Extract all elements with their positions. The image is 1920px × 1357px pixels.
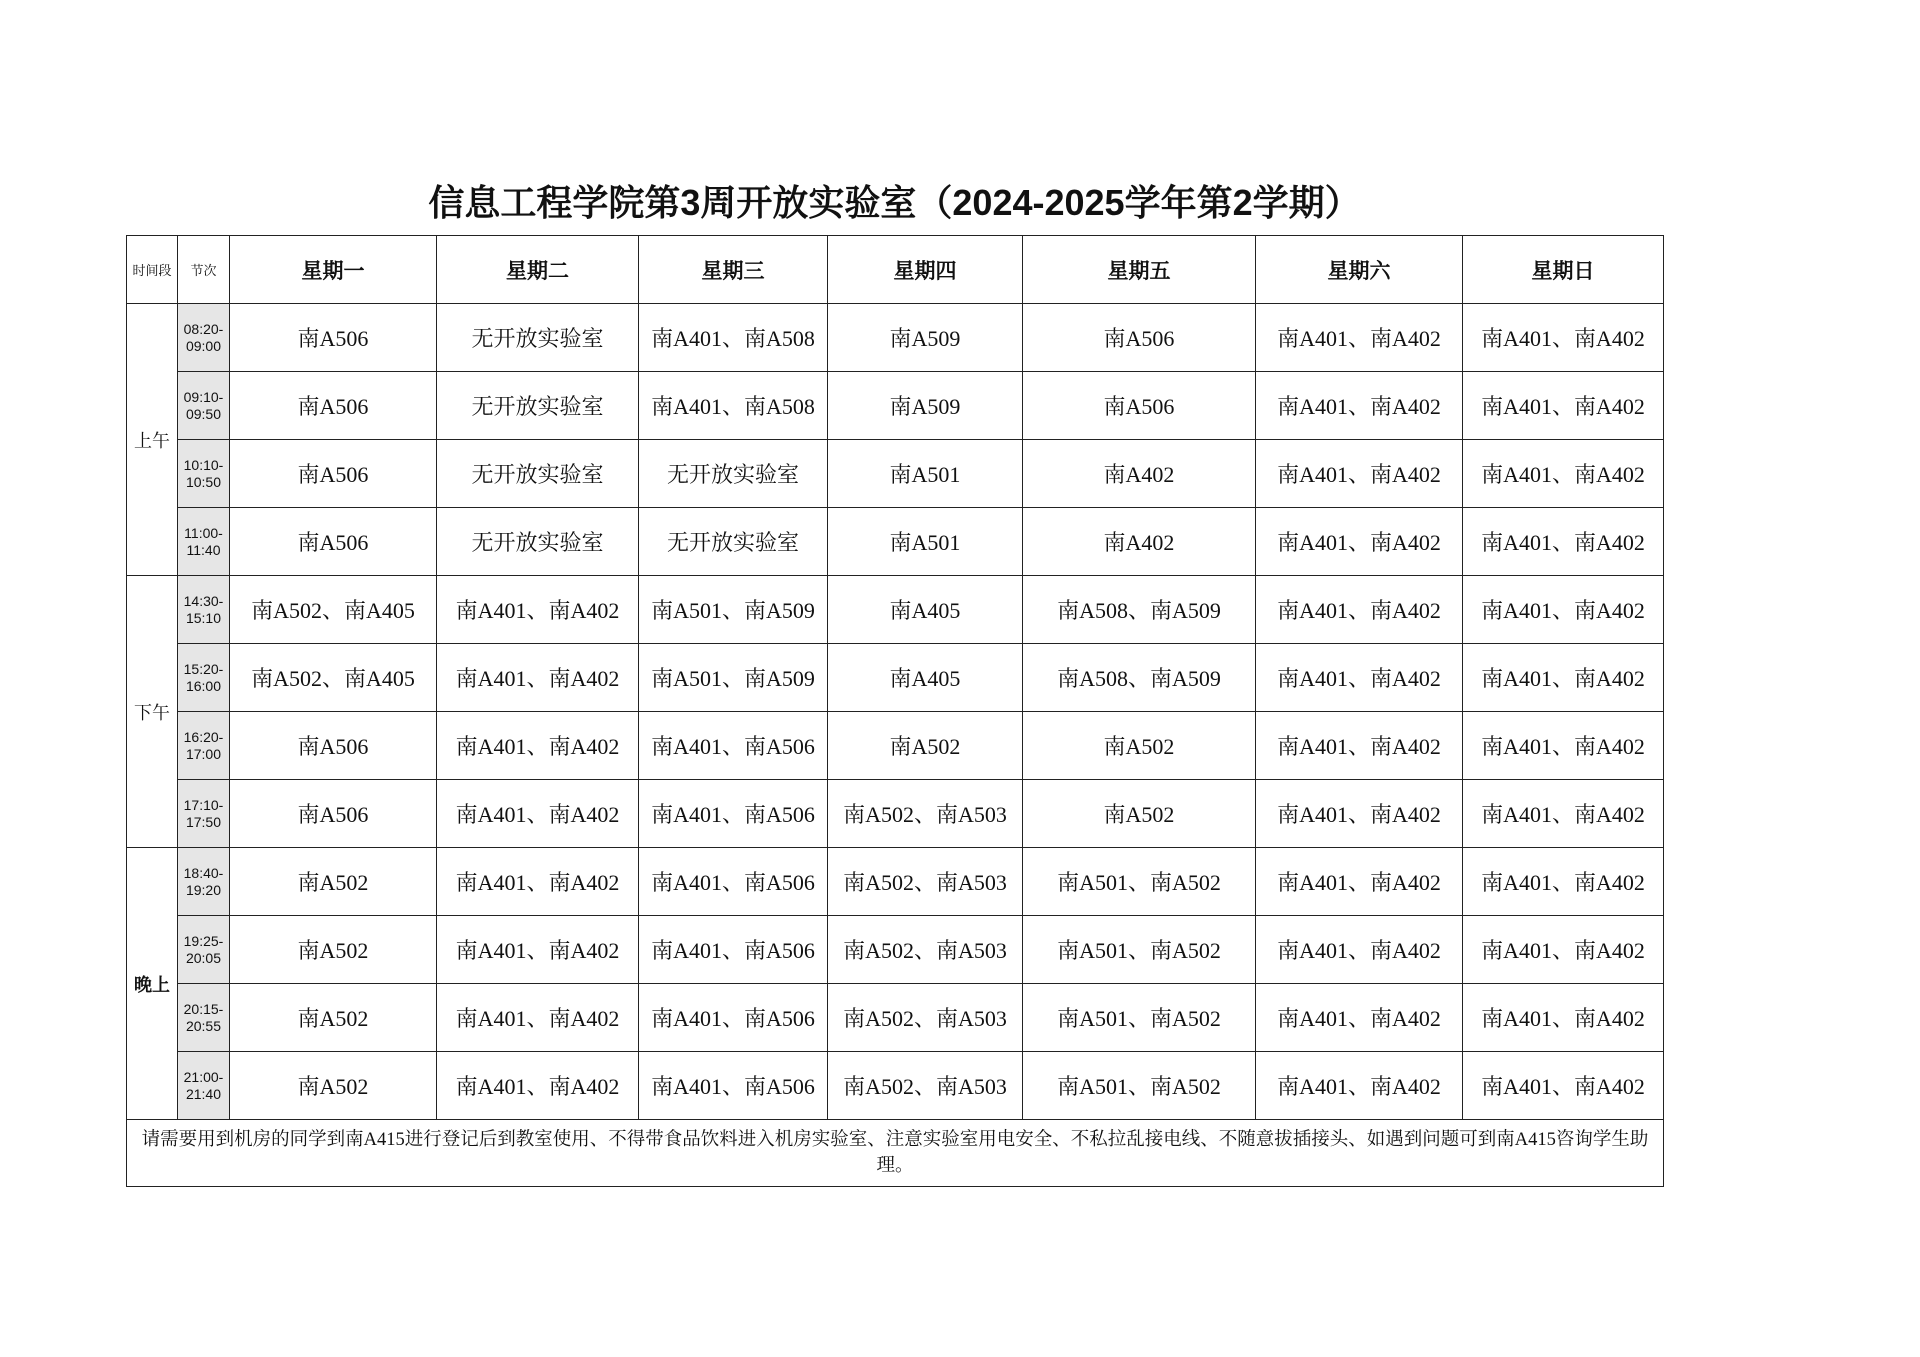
time-slot-cell [178, 644, 230, 712]
time-end: 10:50 [185, 473, 222, 490]
lab-cell: 南A401、南A402 [1256, 848, 1463, 916]
lab-cell: 南A401、南A402 [437, 984, 639, 1052]
time-end: 20:05 [185, 949, 222, 966]
schedule-row [127, 576, 1664, 644]
lab-cell: 南A506 [230, 508, 437, 576]
header-period: 时间段 [127, 236, 178, 304]
time-end: 11:40 [186, 541, 221, 558]
time-slot-cell [178, 372, 230, 440]
lab-cell: 南A502 [1023, 712, 1256, 780]
schedule-row [127, 848, 1664, 916]
lab-cell: 南A501 [828, 508, 1023, 576]
lab-cell: 南A501、南A502 [1023, 848, 1256, 916]
time-start: 17:10- [183, 796, 224, 813]
time-end: 09:50 [185, 405, 222, 422]
schedule-row [127, 304, 1664, 372]
lab-cell: 南A501、南A509 [639, 644, 828, 712]
time-slot-cell [178, 576, 230, 644]
lab-cell: 南A502、南A503 [828, 1052, 1023, 1120]
lab-cell: 南A502 [230, 848, 437, 916]
time-slot-cell [178, 304, 230, 372]
time-end: 19:20 [185, 881, 222, 898]
schedule-row [127, 1052, 1664, 1120]
lab-cell: 南A401、南A402 [437, 848, 639, 916]
time-start: 18:40- [183, 864, 224, 881]
time-slot-cell [178, 848, 230, 916]
schedule-row [127, 372, 1664, 440]
time-start: 11:00- [184, 524, 223, 541]
lab-cell: 南A405 [828, 576, 1023, 644]
lab-cell: 南A401、南A506 [639, 780, 828, 848]
time-end: 21:40 [185, 1085, 222, 1102]
header-row [127, 236, 1664, 304]
schedule-table [126, 235, 1664, 1187]
lab-cell: 南A401、南A402 [1256, 780, 1463, 848]
lab-cell: 南A502、南A503 [828, 984, 1023, 1052]
lab-cell: 南A401、南A506 [639, 916, 828, 984]
schedule-row [127, 644, 1664, 712]
time-start: 15:20- [183, 660, 224, 677]
time-start: 10:10- [183, 456, 224, 473]
time-start: 19:25- [183, 932, 224, 949]
lab-cell: 南A401、南A402 [437, 576, 639, 644]
time-start: 09:10- [183, 388, 224, 405]
time-start: 16:20- [183, 728, 224, 745]
time-slot [178, 933, 229, 967]
lab-cell: 南A502、南A503 [828, 780, 1023, 848]
lab-cell: 南A401、南A402 [1256, 304, 1463, 372]
time-slot [178, 1069, 229, 1103]
lab-cell: 南A401、南A506 [639, 848, 828, 916]
schedule-row [127, 780, 1664, 848]
lab-cell: 南A401、南A402 [437, 780, 639, 848]
lab-cell: 南A508、南A509 [1023, 576, 1256, 644]
lab-cell: 南A502、南A503 [828, 916, 1023, 984]
lab-cell: 南A502、南A503 [828, 848, 1023, 916]
lab-cell: 南A401、南A506 [639, 712, 828, 780]
lab-cell: 南A402 [1023, 508, 1256, 576]
header-day: 星期六 [1256, 236, 1463, 304]
lab-cell: 南A402 [1023, 440, 1256, 508]
lab-cell: 南A502 [230, 984, 437, 1052]
lab-cell: 南A501、南A509 [639, 576, 828, 644]
header-day: 星期五 [1023, 236, 1256, 304]
lab-cell: 南A501、南A502 [1023, 916, 1256, 984]
time-slot-cell [178, 440, 230, 508]
header-slot: 节次 [178, 236, 230, 304]
time-slot [178, 457, 229, 491]
time-slot-cell [178, 916, 230, 984]
lab-cell: 南A401、南A402 [1463, 508, 1664, 576]
schedule-row [127, 440, 1664, 508]
time-slot [178, 593, 229, 627]
schedule-row [127, 508, 1664, 576]
lab-cell: 南A502 [230, 916, 437, 984]
time-slot [178, 1001, 229, 1035]
lab-cell: 南A401、南A402 [1463, 576, 1664, 644]
time-slot [178, 797, 229, 831]
lab-cell: 南A506 [230, 372, 437, 440]
lab-cell: 南A401、南A402 [1256, 984, 1463, 1052]
time-slot [178, 389, 229, 423]
lab-cell: 南A401、南A402 [1256, 508, 1463, 576]
lab-cell: 南A401、南A402 [1256, 440, 1463, 508]
lab-cell: 无开放实验室 [437, 304, 639, 372]
time-slot-cell [178, 780, 230, 848]
time-start: 14:30- [183, 592, 224, 609]
lab-cell: 南A501、南A502 [1023, 984, 1256, 1052]
lab-cell: 南A401、南A402 [1463, 712, 1664, 780]
lab-cell: 南A401、南A402 [1256, 916, 1463, 984]
time-start: 20:15- [183, 1000, 224, 1017]
lab-cell: 南A401、南A402 [1463, 916, 1664, 984]
lab-cell: 南A502 [1023, 780, 1256, 848]
lab-cell: 南A401、南A402 [1256, 576, 1463, 644]
time-slot [178, 321, 229, 355]
time-end: 17:50 [185, 813, 222, 830]
time-slot-cell [178, 508, 230, 576]
lab-cell: 南A401、南A506 [639, 984, 828, 1052]
lab-cell: 南A401、南A506 [639, 1052, 828, 1120]
time-slot [178, 865, 229, 899]
time-end: 20:55 [185, 1017, 222, 1034]
lab-cell: 南A401、南A402 [1463, 848, 1664, 916]
time-start: 08:20- [183, 320, 224, 337]
lab-cell: 南A506 [230, 304, 437, 372]
schedule-row [127, 916, 1664, 984]
lab-cell: 无开放实验室 [639, 440, 828, 508]
lab-cell: 南A502 [828, 712, 1023, 780]
lab-cell: 南A506 [230, 712, 437, 780]
lab-cell: 南A401、南A402 [437, 916, 639, 984]
footer-row [127, 1120, 1664, 1187]
lab-cell: 南A401、南A402 [1463, 440, 1664, 508]
lab-cell: 南A401、南A402 [437, 644, 639, 712]
time-start: 21:00- [183, 1068, 224, 1085]
lab-cell: 南A401、南A402 [1463, 1052, 1664, 1120]
lab-cell: 南A508、南A509 [1023, 644, 1256, 712]
time-end: 17:00 [185, 745, 222, 762]
lab-cell: 无开放实验室 [437, 440, 639, 508]
lab-cell: 南A401、南A402 [1463, 644, 1664, 712]
lab-cell: 南A401、南A508 [639, 372, 828, 440]
lab-cell: 南A401、南A402 [1256, 1052, 1463, 1120]
lab-cell: 南A509 [828, 372, 1023, 440]
lab-cell: 南A501 [828, 440, 1023, 508]
lab-cell: 南A502 [230, 1052, 437, 1120]
time-slot-cell [178, 712, 230, 780]
lab-cell: 南A405 [828, 644, 1023, 712]
lab-cell: 南A502、南A405 [230, 644, 437, 712]
lab-cell: 南A502、南A405 [230, 576, 437, 644]
footer-note: 请需要用到机房的同学到南A415进行登记后到教室使用、不得带食品饮料进入机房实验室、注意实验室用电安全、不私拉乱接电线、不随意拔插接头、如遇到问题可到南A415咨询学生助理。 [127, 1120, 1664, 1187]
lab-cell: 南A506 [1023, 372, 1256, 440]
time-slot-cell [178, 984, 230, 1052]
time-slot [178, 525, 229, 559]
lab-cell: 南A401、南A402 [437, 712, 639, 780]
header-day: 星期三 [639, 236, 828, 304]
period-label: 下午 [127, 576, 178, 848]
lab-cell: 南A401、南A402 [1463, 304, 1664, 372]
period-label: 晚上 [127, 848, 178, 1120]
page-title: 信息工程学院第3周开放实验室（2024-2025学年第2学期） [428, 182, 1361, 223]
lab-cell: 南A401、南A402 [1256, 712, 1463, 780]
time-slot [178, 661, 229, 695]
time-end: 09:00 [185, 337, 222, 354]
lab-cell: 南A401、南A402 [1463, 984, 1664, 1052]
header-day: 星期日 [1463, 236, 1664, 304]
lab-cell: 南A401、南A508 [639, 304, 828, 372]
lab-cell: 南A506 [1023, 304, 1256, 372]
lab-cell: 南A401、南A402 [1463, 372, 1664, 440]
lab-cell: 无开放实验室 [437, 372, 639, 440]
schedule-body [127, 304, 1664, 1120]
lab-cell: 南A506 [230, 780, 437, 848]
header-day: 星期四 [828, 236, 1023, 304]
lab-cell: 无开放实验室 [639, 508, 828, 576]
lab-cell: 南A401、南A402 [1256, 372, 1463, 440]
time-slot [178, 729, 229, 763]
time-slot-cell [178, 1052, 230, 1120]
lab-cell: 南A501、南A502 [1023, 1052, 1256, 1120]
schedule-row [127, 712, 1664, 780]
header-day: 星期二 [437, 236, 639, 304]
header-day: 星期一 [230, 236, 437, 304]
lab-cell: 无开放实验室 [437, 508, 639, 576]
lab-cell: 南A401、南A402 [1256, 644, 1463, 712]
lab-cell: 南A509 [828, 304, 1023, 372]
time-end: 15:10 [185, 609, 222, 626]
schedule-row [127, 984, 1664, 1052]
lab-cell: 南A401、南A402 [437, 1052, 639, 1120]
lab-cell: 南A506 [230, 440, 437, 508]
period-label: 上午 [127, 304, 178, 576]
time-end: 16:00 [185, 677, 222, 694]
lab-cell: 南A401、南A402 [1463, 780, 1664, 848]
